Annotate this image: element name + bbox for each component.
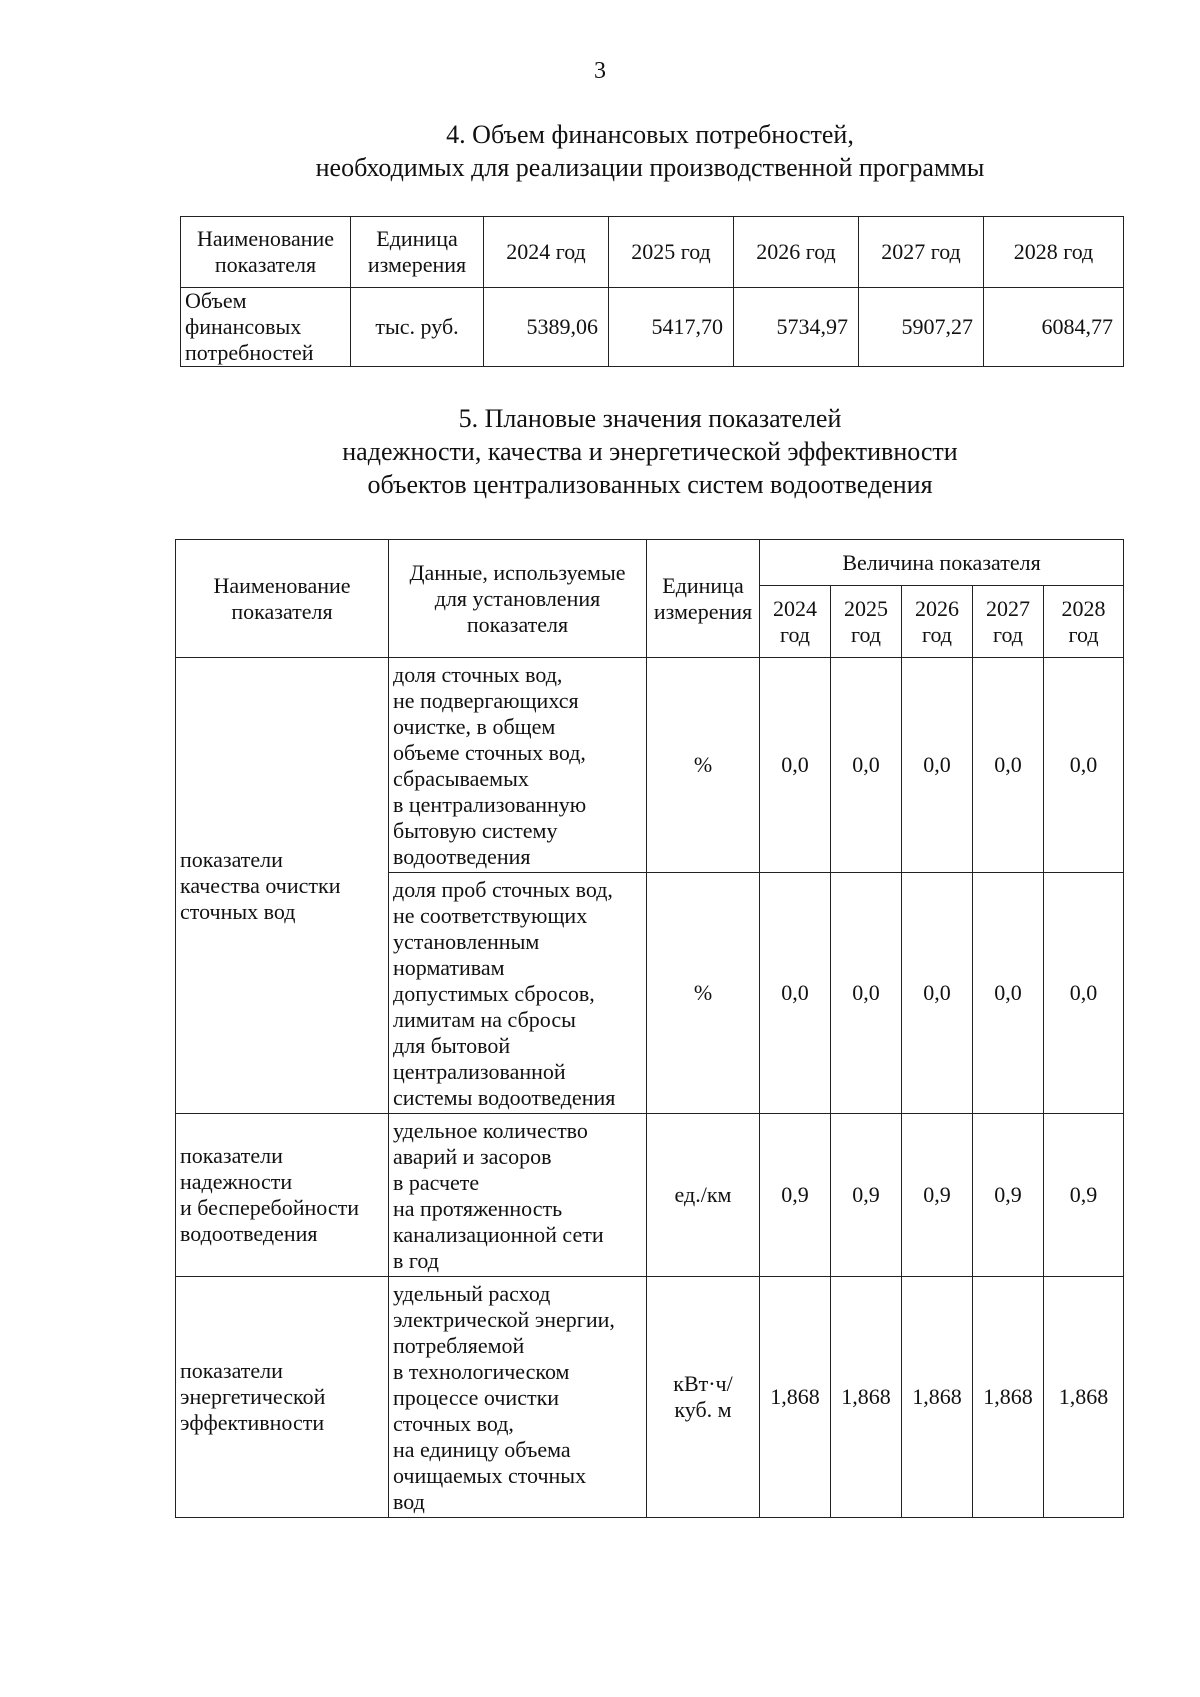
value-2026: 0,0 [902,658,973,873]
value-2028: 0,0 [1044,873,1124,1114]
value-2026: 0,9 [902,1114,973,1277]
table-row [176,658,1124,873]
row-unit: кВт·ч/ куб. м [647,1277,760,1518]
section-5-title-line-1: 5. Плановые значения показателей [458,404,842,433]
row-unit: тыс. руб. [351,288,484,367]
header-indicator-name: Наименование показателя [181,217,351,288]
group-name-reliability: показатели надежности и бесперебойности водоотведения [176,1114,389,1277]
value-2027: 0,0 [973,658,1044,873]
value-2025: 5417,70 [609,288,734,367]
header-year-2026: 2026 год [902,586,973,658]
value-2028: 1,868 [1044,1277,1124,1518]
value-2025: 0,0 [831,873,902,1114]
value-2026: 5734,97 [734,288,859,367]
value-2024: 1,868 [760,1277,831,1518]
section-5-title-line-3: объектов централизованных систем водоотведения [367,470,933,499]
value-2024: 0,9 [760,1114,831,1277]
value-2026: 1,868 [902,1277,973,1518]
table-row [176,1277,1124,1518]
value-2027: 0,9 [973,1114,1044,1277]
value-2024: 0,0 [760,658,831,873]
value-2025: 0,0 [831,658,902,873]
table-row [176,1114,1124,1277]
header-year-2027: 2027 год [973,586,1044,658]
header-indicator-name: Наименование показателя [176,540,389,658]
section-4-title-line-2: необходимых для реализации производственной программы [315,153,985,182]
value-2027: 0,0 [973,873,1044,1114]
section-4-title [100,118,1200,184]
row-name: Объем финансовых потребностей [181,288,351,367]
indicators-table [175,539,1124,1518]
section-5-title [100,402,1200,501]
value-2028: 6084,77 [984,288,1124,367]
value-2024: 5389,06 [484,288,609,367]
header-year-2028: 2028 год [1044,586,1124,658]
header-year-2027: 2027 год [859,217,984,288]
header-year-2024: 2024 год [760,586,831,658]
page-number: 3 [594,58,606,84]
header-year-2025: 2025 год [831,586,902,658]
row-description: доля сточных вод, не подвергающихся очистке, в общем объеме сточных вод, сбрасываемых в централизованную бытовую систему водоотведения [389,658,647,873]
row-description: удельный расход электрической энергии, потребляемой в технологическом процессе очистки сточных вод, на единицу объема очищаемых сточных вод [389,1277,647,1518]
header-unit: Единица измерения [647,540,760,658]
section-5-title-line-2: надежности, качества и энергетической эффективности [342,437,958,466]
value-2027: 5907,27 [859,288,984,367]
table-row [181,288,1124,367]
value-2024: 0,0 [760,873,831,1114]
value-2028: 0,9 [1044,1114,1124,1277]
value-2025: 1,868 [831,1277,902,1518]
row-unit: % [647,873,760,1114]
row-unit: ед./км [647,1114,760,1277]
header-unit: Единица измерения [351,217,484,288]
value-2028: 0,0 [1044,658,1124,873]
row-description: удельное количество аварий и засоров в расчете на протяженность канализационной сети в год [389,1114,647,1277]
header-year-2025: 2025 год [609,217,734,288]
table-header-row [176,540,1124,586]
row-description: доля проб сточных вод, не соответствующих установленным нормативам допустимых сбросов, лимитам на сбросы для бытовой централизованной системы водоотведения [389,873,647,1114]
header-year-2026: 2026 год [734,217,859,288]
header-year-2028: 2028 год [984,217,1124,288]
table-header-row [181,217,1124,288]
financial-needs-table [180,216,1124,367]
group-name-energy: показатели энергетической эффективности [176,1277,389,1518]
group-name-quality: показатели качества очистки сточных вод [176,658,389,1114]
value-2025: 0,9 [831,1114,902,1277]
header-year-2024: 2024 год [484,217,609,288]
value-2026: 0,0 [902,873,973,1114]
row-unit: % [647,658,760,873]
header-value-group: Величина показателя [760,540,1124,586]
header-source-data: Данные, используемые для установления показателя [389,540,647,658]
value-2027: 1,868 [973,1277,1044,1518]
section-4-title-line-1: 4. Объем финансовых потребностей, [446,120,854,149]
